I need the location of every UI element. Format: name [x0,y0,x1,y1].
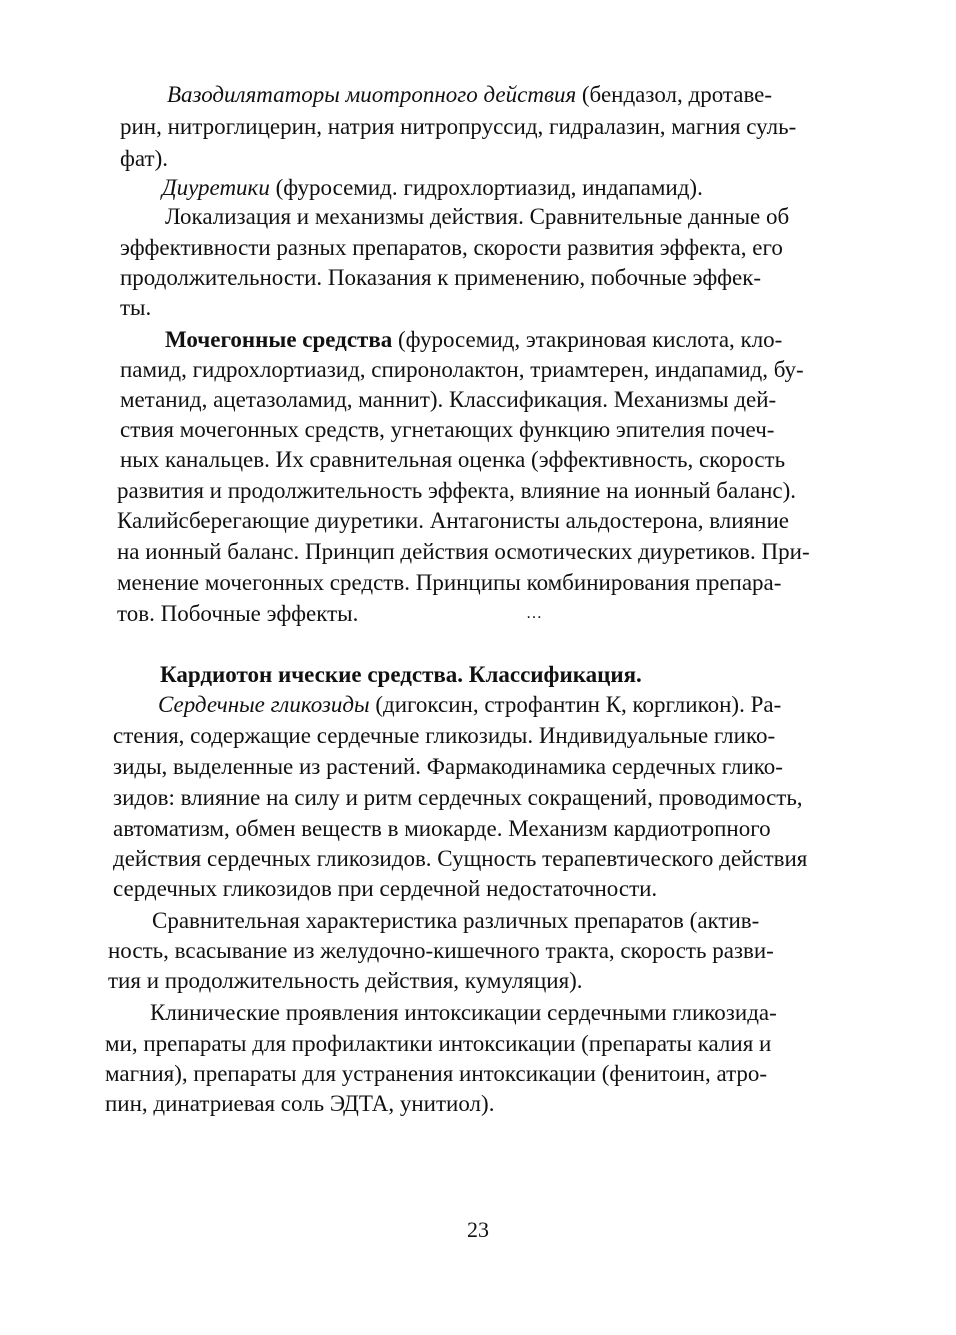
paragraph-line [167,80,772,110]
paragraph-line: ствия мочегонных средств, угнетающих функцию эпителия почеч- [120,417,775,442]
paragraph-text: (дигоксин, строфантин К, коргликон). Ра- [369,692,782,717]
paragraph-line [162,173,703,203]
section-heading-cardiotonic [160,660,642,690]
paragraph-line: рин, нитроглицерин, натрия нитропруссид, гидралазин, магния суль- [120,114,797,139]
paragraph-line: тов. Побочные эффекты. [117,601,359,626]
paragraph-line: сердечных гликозидов при сердечной недостаточности. [113,876,658,901]
term-diuretics: Диуретики [162,175,270,200]
paragraph-line: ми, препараты для профилактики интоксикации (препараты калия и [105,1031,772,1056]
paragraph-line: памид, гидрохлортиазид, спиронолактон, триамтерен, индапамид, бу- [120,357,804,382]
paragraph-line: эффективности разных препаратов, скорости развития эффекта, его [120,235,783,260]
paragraph-text: (фуросемид, этакриновая кислота, кло- [392,327,783,352]
paragraph-line: Локализация и механизмы действия. Сравнительные данные об [165,204,790,229]
paragraph-line: стения, содержащие сердечные гликозиды. Индивидуальные глико- [113,723,776,748]
page-number: 23 [467,1217,489,1242]
paragraph-line: на ионный баланс. Принцип действия осмотических диуретиков. При- [117,539,810,564]
paragraph-line: развития и продолжительность эффекта, влияние на ионный баланс). [117,478,796,503]
paragraph-line: магния), препараты для устранения интоксикации (фенитоин, атро- [105,1061,768,1086]
paragraph-line: автоматизм, обмен веществ в миокарде. Механизм кардиотропного [113,816,771,841]
term-cardiac-glycosides: Сердечные гликозиды [158,692,370,717]
ellipsis-mark: … [526,605,542,622]
paragraph-line: Клинические проявления интоксикации сердечными гликозида- [150,1000,777,1025]
paragraph-line: фат). [120,146,168,171]
heading-text: Кардиотон ические средства. Классификация. [160,662,642,687]
paragraph-line: ты. [120,295,152,320]
paragraph-text: (фуросемид. гидрохлортиазид, индапамид). [269,175,703,200]
paragraph-line: продолжительности. Показания к применению, побочные эффек- [120,265,762,290]
paragraph-line: ных канальцев. Их сравнительная оценка (эффективность, скорость [120,447,786,472]
paragraph-text: (бендазол, дротаве- [576,82,773,107]
paragraph-line: пин, динатриевая соль ЭДТА, унитиол). [105,1091,495,1116]
term-vasodilators: Вазодилятаторы миотропного действия [167,82,577,107]
paragraph-line: метанид, ацетазоламид, маннит). Классификация. Механизмы дей- [120,387,777,412]
paragraph-line: ность, всасывание из желудочно-кишечного тракта, скорость разви- [108,938,774,963]
paragraph-line: Калийсберегающие диуретики. Антагонисты альдостерона, влияние [117,508,789,533]
section-heading-diuretic-agents: Мочегонные средства [165,327,393,352]
paragraph-line: менение мочегонных средств. Принципы комбинирования препара- [117,570,782,595]
paragraph-line: Сравнительная характеристика различных препаратов (актив- [152,908,760,933]
paragraph-line [165,325,782,355]
paragraph-line: зидов: влияние на силу и ритм сердечных сокращений, проводимость, [113,785,803,810]
paragraph-line: действия сердечных гликозидов. Сущность терапевтического действия [113,846,808,871]
paragraph-line [158,690,781,720]
paragraph-line: тия и продолжительность действия, кумуляция). [108,968,583,993]
paragraph-line: зиды, выделенные из растений. Фармакодинамика сердечных глико- [113,754,783,779]
